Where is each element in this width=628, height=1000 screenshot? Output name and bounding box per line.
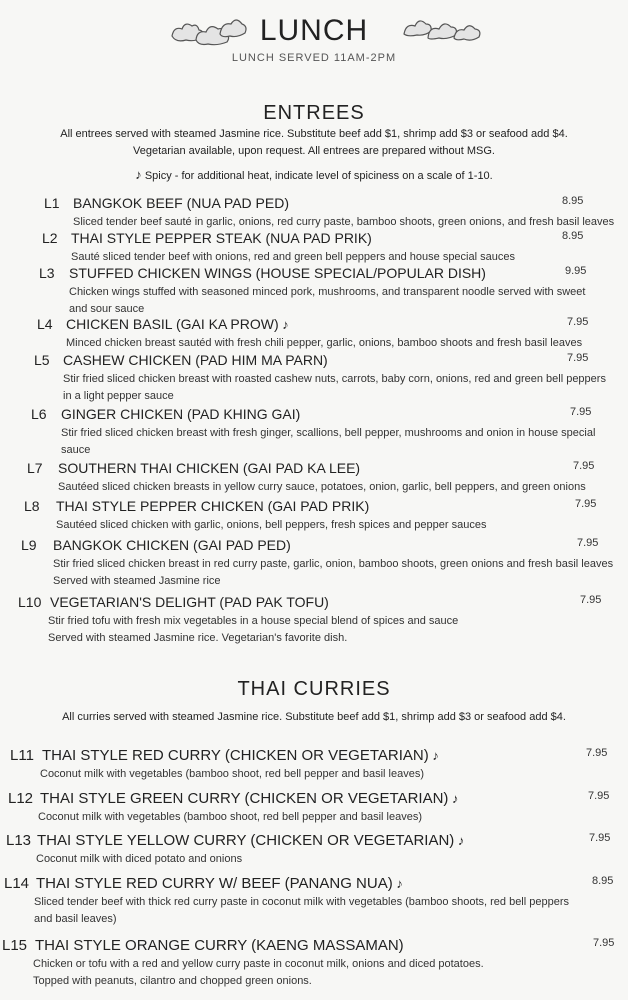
item-name-text: THAI STYLE RED CURRY W/ BEEF (PANANG NUA) (36, 875, 393, 892)
item-price: 7.95 (570, 406, 592, 418)
item-price: 7.95 (589, 832, 611, 844)
item-description-cont: Served with steamed Jasmine rice. Vegetarian's favorite dish. (48, 632, 348, 644)
item-code: L15 (2, 937, 28, 954)
item-description: Sauté sliced tender beef with onions, red and green bell peppers and house special sauces (71, 251, 515, 263)
item-price: 7.95 (593, 937, 615, 949)
item-name-text: THAI STYLE PEPPER CHICKEN (GAI PAD PRIK) (56, 498, 370, 514)
item-name-text: THAI STYLE PEPPER STEAK (NUA PAD PRIK) (71, 230, 372, 246)
item-name (61, 406, 300, 422)
entrees-note-line2: Vegetarian available, upon request. All entrees are prepared without MSG. (132, 145, 495, 157)
item-description: Stir fried sliced chicken breast with roasted cashew nuts, carrots, baby corn, onions, red and green bell peppers (63, 373, 606, 385)
item-price: 8.95 (562, 195, 584, 207)
item-description-cont: sauce (61, 444, 91, 456)
item-name-text: THAI STYLE RED CURRY (CHICKEN OR VEGETARIAN) (42, 747, 429, 764)
menu-item (0, 594, 628, 654)
item-name-text: STUFFED CHICKEN WINGS (HOUSE SPECIAL/POPULAR DISH) (69, 265, 486, 281)
chili-pepper-icon: ♪ (392, 876, 403, 891)
item-name (56, 498, 369, 514)
item-description-cont: Served with steamed Jasmine rice (53, 575, 221, 587)
item-name-text: SOUTHERN THAI CHICKEN (GAI PAD KA LEE) (58, 460, 361, 476)
menu-item (0, 352, 628, 412)
item-name (35, 937, 404, 954)
page-title: LUNCH (259, 14, 369, 47)
item-name-text: CASHEW CHICKEN (PAD HIM MA PARN) (63, 352, 328, 368)
item-description: Coconut milk with vegetables (bamboo shoot, red bell pepper and basil leaves) (40, 768, 424, 780)
item-name (63, 352, 328, 368)
item-price: 7.95 (567, 316, 589, 328)
item-description: Coconut milk with vegetables (bamboo shoot, red bell pepper and basil leaves) (38, 811, 422, 823)
item-code: L7 (27, 460, 43, 476)
item-code: L1 (44, 195, 60, 211)
item-description: Coconut milk with diced potato and onions (36, 853, 243, 865)
menu-item (0, 537, 628, 597)
item-description: Stir fried sliced chicken breast in red curry paste, garlic, onion, bamboo shoots, green onions and fresh basil leaves (53, 558, 614, 570)
curries-note: All curries served with steamed Jasmine rice. Substitute beef add $1, shrimp add $3 or seafood add $4. (62, 711, 566, 723)
item-name (50, 594, 329, 610)
item-name-text: THAI STYLE YELLOW CURRY (CHICKEN OR VEGETARIAN) (37, 832, 455, 849)
menu-item (0, 406, 628, 466)
menu-item (0, 937, 628, 997)
item-name-text: THAI STYLE ORANGE CURRY (KAENG MASSAMAN) (35, 937, 404, 954)
item-name (36, 875, 403, 892)
entrees-title: ENTREES (263, 102, 365, 124)
item-description: Chicken wings stuffed with seasoned minced pork, mushrooms, and transparent noodle served with sweet (69, 286, 586, 298)
item-name-text: BANGKOK CHICKEN (GAI PAD PED) (53, 537, 291, 553)
item-description: Stir fried tofu with fresh mix vegetables in a house special blend of spices and sauce (48, 615, 459, 627)
item-description: Sliced tender beef with thick red curry paste in coconut milk with vegetables (bamboo shoots, red bell peppers (34, 896, 570, 908)
curries-title: THAI CURRIES (237, 678, 391, 700)
item-code: L4 (37, 316, 53, 332)
menu-header (0, 6, 628, 66)
item-name-text: BANGKOK BEEF (NUA PAD PED) (73, 195, 290, 211)
item-name (42, 747, 439, 764)
item-name-text: THAI STYLE GREEN CURRY (CHICKEN OR VEGETARIAN) (40, 790, 449, 807)
menu-item (0, 875, 628, 935)
cloud-icon (402, 12, 486, 48)
chili-pepper-icon: ♪ (454, 833, 465, 848)
item-name (37, 832, 464, 849)
item-description-cont: and basil leaves) (34, 913, 117, 925)
item-price: 8.95 (592, 875, 614, 887)
entrees-note-line1: All entrees served with steamed Jasmine rice. Substitute beef add $1, shrimp add $3 or seafood add $4. (60, 128, 568, 140)
item-price: 7.95 (573, 460, 595, 472)
item-name (66, 316, 289, 332)
item-code: L10 (18, 594, 42, 610)
item-price: 8.95 (562, 230, 584, 242)
item-price: 7.95 (575, 498, 597, 510)
item-price: 7.95 (577, 537, 599, 549)
item-description: Stir fried sliced chicken breast with fresh ginger, scallions, bell pepper, mushrooms and onion in house special (61, 427, 596, 439)
chili-pepper-icon: ♪ (278, 317, 289, 332)
chili-pepper-icon: ♪ (135, 167, 142, 182)
item-description: Sliced tender beef sauté in garlic, onions, red curry paste, bamboo shoots, green onions, and fresh basil leaves (73, 216, 615, 228)
item-name (69, 265, 486, 281)
item-code: L13 (6, 832, 32, 849)
page-subtitle: LUNCH SERVED 11AM-2PM (231, 52, 397, 64)
item-price: 7.95 (567, 352, 589, 364)
item-description: Sautéed sliced chicken with garlic, onions, bell peppers, fresh spices and pepper sauces (56, 519, 487, 531)
item-name (53, 537, 291, 553)
item-name-text: CHICKEN BASIL (GAI KA PROW) (66, 316, 279, 332)
item-code: L3 (39, 265, 55, 281)
item-code: L12 (8, 790, 34, 807)
chili-pepper-icon: ♪ (428, 748, 439, 763)
item-description-cont: in a light pepper sauce (63, 390, 174, 402)
item-price: 9.95 (565, 265, 587, 277)
item-description: Minced chicken breast sautéd with fresh chili pepper, garlic, onions, bamboo shoots and fresh basil leaves (66, 337, 583, 349)
item-code: L11 (10, 747, 34, 764)
item-price: 7.95 (580, 594, 602, 606)
item-code: L14 (4, 875, 30, 892)
item-code: L6 (31, 406, 47, 422)
spicy-note-text: Spicy - for additional heat, indicate level of spiciness on a scale of 1-10. (144, 170, 493, 182)
item-description: Sautéed sliced chicken breasts in yellow curry sauce, potatoes, onion, garlic, bell peppers, and green onions (58, 481, 586, 493)
item-code: L8 (24, 498, 40, 514)
chili-pepper-icon: ♪ (448, 791, 459, 806)
item-name (58, 460, 360, 476)
item-price: 7.95 (586, 747, 608, 759)
item-name (40, 790, 459, 807)
item-code: L9 (21, 537, 37, 553)
item-code: L2 (42, 230, 58, 246)
item-description-cont: Topped with peanuts, cilantro and chopped green onions. (33, 975, 312, 987)
item-name (71, 230, 372, 246)
item-description-cont: and sour sauce (69, 303, 145, 315)
item-description: Chicken or tofu with a red and yellow curry paste in coconut milk, onions and diced potatoes. (33, 958, 484, 970)
item-name-text: VEGETARIAN'S DELIGHT (PAD PAK TOFU) (50, 594, 329, 610)
item-name-text: GINGER CHICKEN (PAD KHING GAI) (61, 406, 301, 422)
item-name (73, 195, 289, 211)
item-price: 7.95 (588, 790, 610, 802)
spicy-note (0, 166, 628, 185)
item-code: L5 (34, 352, 50, 368)
